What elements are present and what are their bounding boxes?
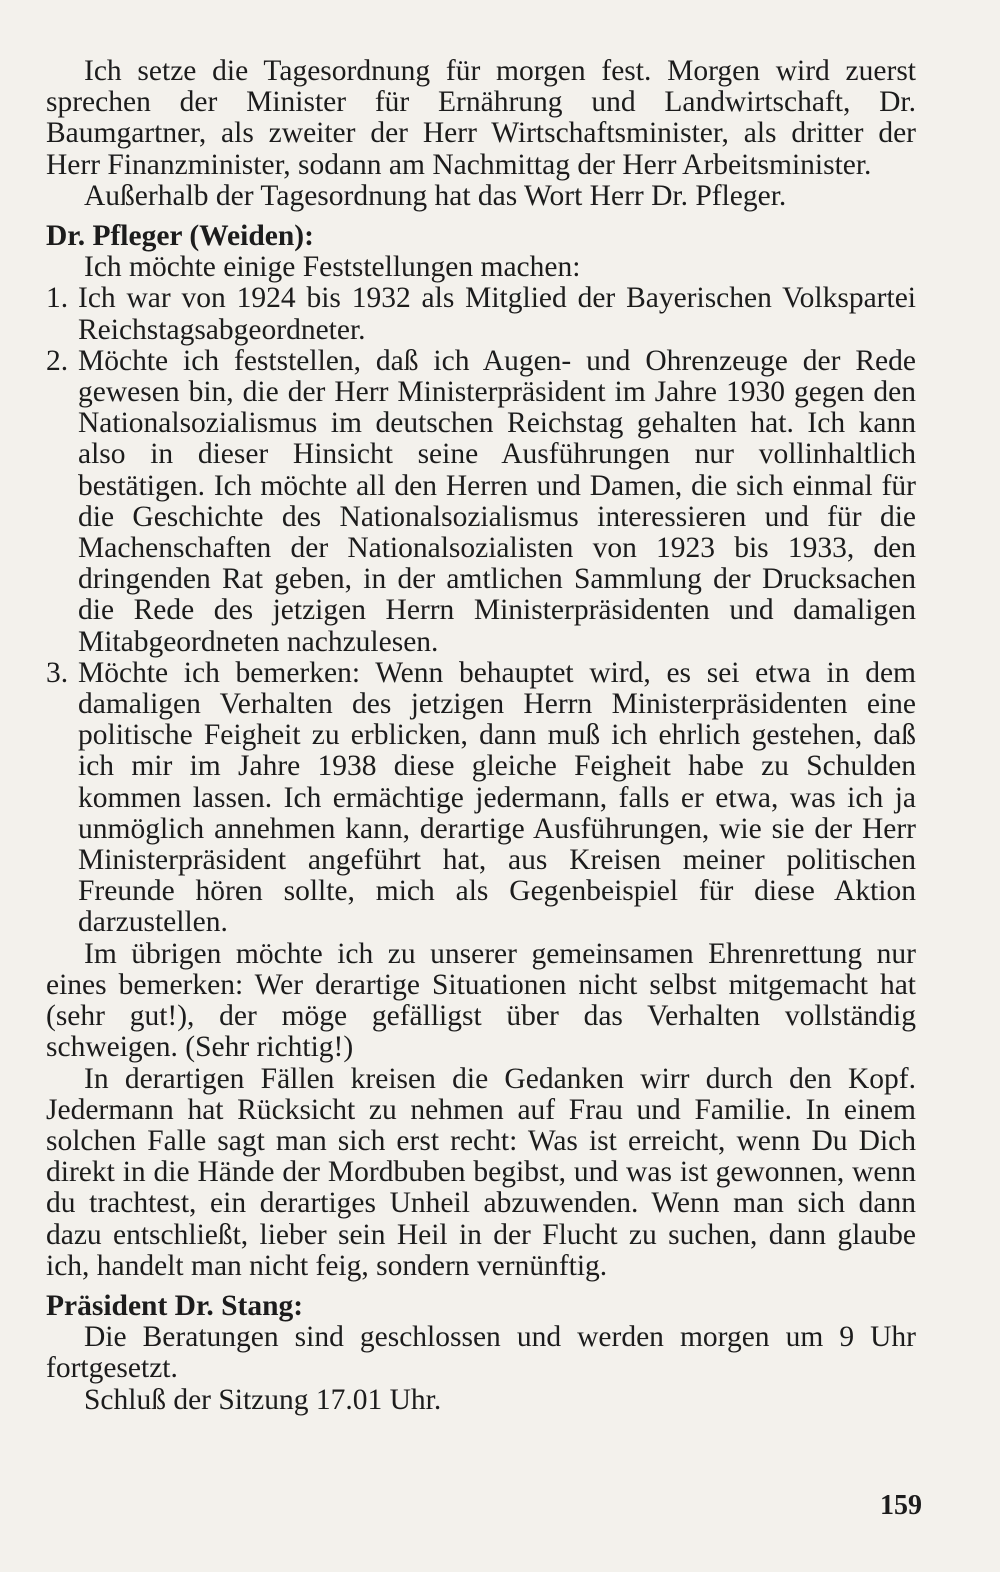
paragraph-honor: Im übrigen möchte ich zu unserer gemeinsamen Ehrenrettung nur eines bemerken: Wer derartige Situationen nicht selbst mitgemacht hat (sehr gut!), der möge gefälligst über das Verhalten vollständig schweigen. (Sehr richtig!): [46, 937, 916, 1064]
list-item-text: Möchte ich bemerken: Wenn behauptet wird, es sei etwa in dem damaligen Verhalten des jetzigen Herrn Ministerpräsidenten eine politische Feigheit zu erblicken, dann muß ich ehrlich gestehen, daß ich mir im Jahre 1938 diese gleiche Feigheit habe zu Schulden kommen lassen. Ich ermächtige jedermann, falls er etwa, was ich ja unmöglich annehmen kann, derartige Ausführungen, wie sie der Herr Ministerpräsident angeführt hat, aus Kreisen meiner politischen Freunde hören sollte, mich als Gegenbeispiel für diese Aktion darzustellen.: [78, 656, 916, 939]
speaker-heading-pfleger: Dr. Pfleger (Weiden):: [46, 220, 314, 253]
paragraph-thoughts: In derartigen Fällen kreisen die Gedanken wirr durch den Kopf. Jedermann hat Rücksicht zu nehmen auf Frau und Familie. In einem solchen Falle sagt man sich erst recht: Was ist erreicht, wenn Du Dich direkt in die Hände der Mordbuben begibst, und was ist gewonnen, wenn du trachtest, ein derartiges Unheil abzuwenden. Wenn man sich dann dazu entschließt, lieber sein Heil in der Flucht zu suchen, dann glaube ich, handelt man nicht feig, sondern vernünftig.: [46, 1062, 916, 1282]
speaker-heading-stang: Präsident Dr. Stang:: [46, 1289, 304, 1322]
list-item-number: 1.: [46, 282, 69, 315]
paragraph-deliberations: Die Beratungen sind geschlossen und werden morgen um 9 Uhr fortgesetzt.: [46, 1321, 916, 1385]
paragraph-agenda: Ich setze die Tagesordnung für morgen fest. Morgen wird zuerst sprechen der Minister für Ernährung und Landwirtschaft, Dr. Baumgartner, als zweiter der Herr Wirtschaftsminister, als dritter der Herr Finanzminister, sodann am Nachmittag der Herr Arbeitsminister.: [46, 55, 916, 181]
body-text: [46, 56, 916, 1416]
paragraph-outside-agenda: Außerhalb der Tagesordnung hat das Wort Herr Dr. Pfleger.: [84, 179, 787, 212]
list-item: [46, 346, 916, 658]
list-item-text: Ich war von 1924 bis 1932 als Mitglied der Bayerischen Volkspartei Reichstagsabgeordneter.: [78, 282, 916, 346]
paragraph-session-end: Schluß der Sitzung 17.01 Uhr.: [84, 1383, 442, 1416]
list-item-number: 2.: [46, 344, 69, 377]
paragraph-intro: Ich möchte einige Feststellungen machen:: [84, 251, 581, 284]
page-number: 159: [880, 1490, 922, 1521]
list-item: [46, 283, 916, 345]
list-item-text: Möchte ich feststellen, daß ich Augen- und Ohrenzeuge der Rede gewesen bin, die der Herr Ministerpräsident im Jahre 1930 gegen den Nationalsozialismus im deutschen Reichstag gehalten hat. Ich kann also in dieser Hinsicht seine Ausführungen nur vollinhaltlich bestätigen. Ich möchte all den Herren und Damen, die sich einmal für die Geschichte des Nationalsozialismus interessieren und für die Machenschaften der Nationalsozialisten von 1923 bis 1933, den dringenden Rat geben, in der amtlichen Sammlung der Drucksachen die Rede des jetzigen Herrn Ministerpräsidenten und damaligen Mitabgeordneten nachzulesen.: [78, 344, 916, 658]
statement-list: [46, 283, 916, 938]
list-item: [46, 658, 916, 939]
list-item-number: 3.: [46, 656, 69, 689]
